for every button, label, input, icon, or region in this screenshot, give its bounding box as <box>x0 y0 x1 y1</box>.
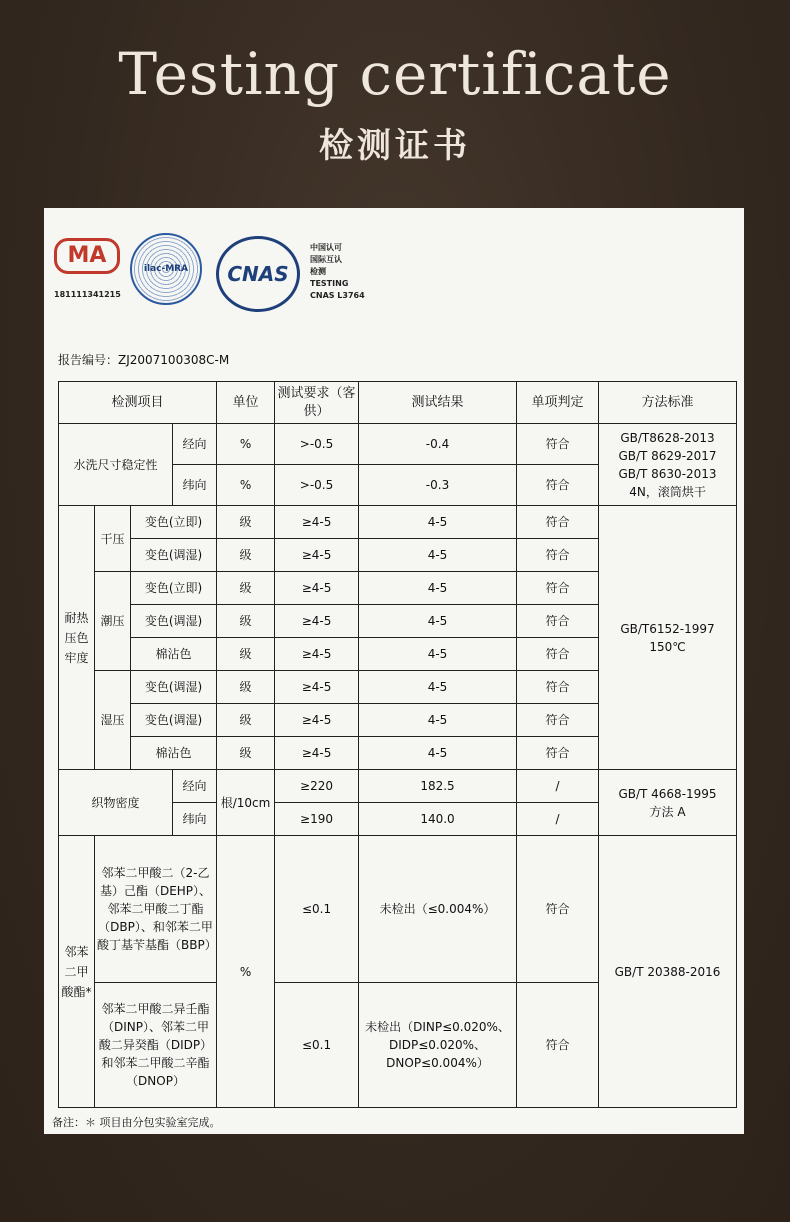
result-cell: 未检出（DINP≤0.020%、DIDP≤0.020%、DNOP≤0.004%） <box>359 983 517 1108</box>
item-cell: 变色(调湿) <box>131 704 217 737</box>
judgment-cell: 符合 <box>517 572 599 605</box>
result-cell: 4-5 <box>359 704 517 737</box>
cnas-line: CNAS L3764 <box>310 291 365 300</box>
requirement-cell: ≥4-5 <box>275 605 359 638</box>
requirement-cell: ≤0.1 <box>275 983 359 1108</box>
group-damp-press: 潮压 <box>95 572 131 671</box>
result-cell: 4-5 <box>359 638 517 671</box>
judgment-cell: 符合 <box>517 424 599 465</box>
result-cell: 4-5 <box>359 539 517 572</box>
judgment-cell: / <box>517 803 599 836</box>
heat-method <box>599 506 737 770</box>
cma-logo-icon: MA <box>54 238 120 274</box>
table-row <box>59 424 737 465</box>
method-line: 方法 A <box>649 804 686 819</box>
footnote: 备注：＊ 项目由分包实验室完成。 <box>52 1116 221 1129</box>
cma-number: 181111341215 <box>54 290 121 299</box>
wash-method <box>599 424 737 506</box>
phthalate-label: 邻苯二甲酸酯* <box>59 836 95 1108</box>
judgment-cell: 符合 <box>517 983 599 1108</box>
density-unit: 根/10cm <box>217 770 275 836</box>
judgment-cell: 符合 <box>517 605 599 638</box>
unit-cell: 级 <box>217 638 275 671</box>
result-cell: -0.4 <box>359 424 517 465</box>
heat-label: 耐热压色牢度 <box>59 506 95 770</box>
direction-cell: 纬向 <box>173 465 217 506</box>
accreditation-logos <box>44 208 744 328</box>
judgment-cell: 符合 <box>517 671 599 704</box>
method-line: 150℃ <box>649 639 686 654</box>
requirement-cell: ≥4-5 <box>275 704 359 737</box>
requirement-cell: ≥4-5 <box>275 539 359 572</box>
requirement-cell: ≥4-5 <box>275 671 359 704</box>
header-result: 测试结果 <box>359 382 517 424</box>
method-line: GB/T 8630-2013 <box>618 466 717 481</box>
requirement-cell: ≥220 <box>275 770 359 803</box>
item-cell: 变色(调湿) <box>131 539 217 572</box>
title-english: Testing certificate <box>118 40 672 108</box>
unit-cell: % <box>217 465 275 506</box>
unit-cell: 级 <box>217 605 275 638</box>
method-line: GB/T8628-2013 <box>620 430 715 445</box>
table-row <box>59 836 737 983</box>
result-cell: 4-5 <box>359 605 517 638</box>
item-cell: 变色(调湿) <box>131 671 217 704</box>
unit-cell: % <box>217 424 275 465</box>
requirement-cell: >-0.5 <box>275 424 359 465</box>
certificate-document <box>44 208 744 1134</box>
result-cell: 182.5 <box>359 770 517 803</box>
unit-cell: 级 <box>217 539 275 572</box>
density-method <box>599 770 737 836</box>
method-line: GB/T 8629-2017 <box>618 448 717 463</box>
item-cell: 棉沾色 <box>131 638 217 671</box>
cnas-line: 国际互认 <box>310 255 342 264</box>
group-dry-press: 干压 <box>95 506 131 572</box>
title-chinese: 检测证书 <box>319 126 471 166</box>
direction-cell: 经向 <box>173 770 217 803</box>
item-cell: 变色(立即) <box>131 572 217 605</box>
requirement-cell: >-0.5 <box>275 465 359 506</box>
header-requirement: 测试要求（客供） <box>275 382 359 424</box>
method-line: 4N，滚筒烘干 <box>629 484 706 499</box>
cnas-logo-icon: CNAS <box>216 236 300 312</box>
test-results-table <box>58 381 737 1108</box>
cnas-line: 中国认可 <box>310 243 342 252</box>
item-cell: 邻苯二甲酸二异壬酯（DINP）、邻苯二甲酸二异癸酯（DIDP）和邻苯二甲酸二辛酯（DNOP） <box>95 983 217 1108</box>
result-cell: 4-5 <box>359 737 517 770</box>
judgment-cell: 符合 <box>517 539 599 572</box>
judgment-cell: 符合 <box>517 638 599 671</box>
unit-cell: 级 <box>217 704 275 737</box>
requirement-cell: ≥190 <box>275 803 359 836</box>
judgment-cell: 符合 <box>517 465 599 506</box>
judgment-cell: 符合 <box>517 506 599 539</box>
requirement-cell: ≤0.1 <box>275 836 359 983</box>
table-header-row <box>59 382 737 424</box>
unit-cell: 级 <box>217 572 275 605</box>
wash-label: 水洗尺寸稳定性 <box>59 424 173 506</box>
result-cell: -0.3 <box>359 465 517 506</box>
table-row <box>59 506 737 539</box>
group-wet-press: 湿压 <box>95 671 131 770</box>
cnas-text-block <box>310 242 365 302</box>
header-unit: 单位 <box>217 382 275 424</box>
item-cell: 变色(立即) <box>131 506 217 539</box>
density-label: 织物密度 <box>59 770 173 836</box>
cnas-line: TESTING <box>310 279 349 288</box>
judgment-cell: 符合 <box>517 836 599 983</box>
item-cell: 邻苯二甲酸二（2-乙基）己酯（DEHP）、邻苯二甲酸二丁酯（DBP）、和邻苯二甲酸丁基苄基酯（BBP） <box>95 836 217 983</box>
judgment-cell: 符合 <box>517 737 599 770</box>
requirement-cell: ≥4-5 <box>275 638 359 671</box>
ilac-mra-logo-icon: ilac-MRA <box>130 233 202 305</box>
report-number: 报告编号：ZJ2007100308C-M <box>58 353 230 367</box>
unit-cell: 级 <box>217 506 275 539</box>
unit-cell: 级 <box>217 671 275 704</box>
result-cell: 4-5 <box>359 671 517 704</box>
phthalate-method: GB/T 20388-2016 <box>599 836 737 1108</box>
result-cell: 未检出（≤0.004%） <box>359 836 517 983</box>
direction-cell: 经向 <box>173 424 217 465</box>
item-cell: 变色(调湿) <box>131 605 217 638</box>
item-cell: 棉沾色 <box>131 737 217 770</box>
method-line: GB/T6152-1997 <box>620 621 715 636</box>
phthalate-unit: % <box>217 836 275 1108</box>
table-row <box>59 770 737 803</box>
result-cell: 4-5 <box>359 506 517 539</box>
requirement-cell: ≥4-5 <box>275 572 359 605</box>
header-judgment: 单项判定 <box>517 382 599 424</box>
header-item: 检测项目 <box>59 382 217 424</box>
method-line: GB/T 4668-1995 <box>618 786 717 801</box>
judgment-cell: 符合 <box>517 704 599 737</box>
requirement-cell: ≥4-5 <box>275 737 359 770</box>
judgment-cell: / <box>517 770 599 803</box>
requirement-cell: ≥4-5 <box>275 506 359 539</box>
direction-cell: 纬向 <box>173 803 217 836</box>
header-method: 方法标准 <box>599 382 737 424</box>
result-cell: 140.0 <box>359 803 517 836</box>
unit-cell: 级 <box>217 737 275 770</box>
result-cell: 4-5 <box>359 572 517 605</box>
cnas-line: 检测 <box>310 267 326 276</box>
